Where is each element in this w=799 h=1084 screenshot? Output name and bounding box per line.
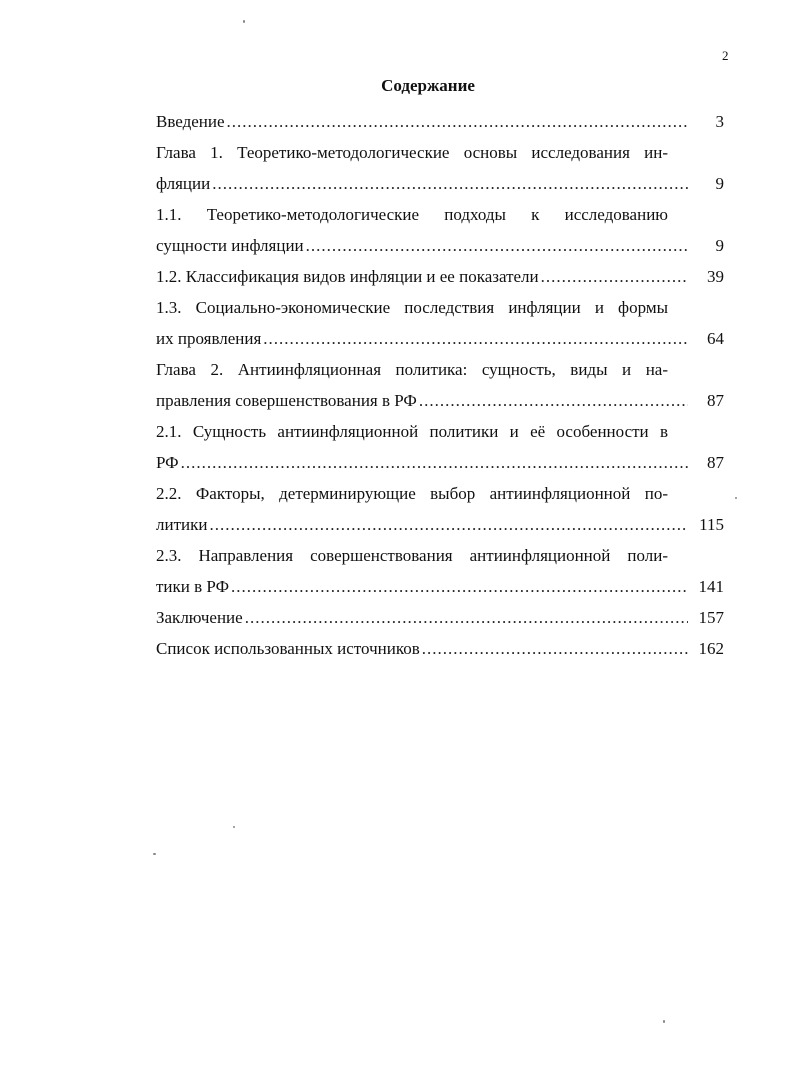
toc-page-number: 87 (707, 391, 724, 410)
toc-entry-chapter-2[interactable] (156, 354, 724, 416)
scan-speck (735, 497, 737, 499)
toc-entry-text: 2.3. Направления совершенствования антиинфляционной поли- (156, 546, 668, 565)
toc-entry-section-2-2[interactable] (156, 478, 724, 540)
dot-leader (419, 385, 688, 416)
table-of-contents (156, 106, 724, 664)
toc-entry-text: сущности инфляции (156, 236, 304, 255)
toc-page-number: 157 (698, 608, 724, 627)
dot-leader (306, 230, 688, 261)
toc-page-number: 115 (699, 515, 724, 534)
toc-entry-section-1-1[interactable] (156, 199, 724, 261)
toc-entry-text: 2.1. Сущность антиинфляционной политики и её особенности в (156, 422, 668, 441)
toc-entry-text: фляции (156, 174, 211, 193)
toc-entry-section-2-1[interactable] (156, 416, 724, 478)
toc-entry-section-2-3[interactable] (156, 540, 724, 602)
dot-leader (263, 323, 688, 354)
dot-leader (227, 106, 688, 137)
toc-entry-text: Глава 1. Теоретико-методологические основы исследования ин- (156, 143, 668, 162)
toc-entry-text: тики в РФ (156, 577, 230, 596)
dot-leader (541, 261, 688, 292)
page-number: 2 (722, 48, 729, 63)
toc-page-number: 9 (715, 174, 724, 193)
dot-leader (212, 168, 688, 199)
toc-page-number: 39 (707, 267, 724, 286)
toc-entry-chapter-1[interactable] (156, 137, 724, 199)
toc-entry-text: Заключение (156, 608, 243, 627)
toc-entry-section-1-2[interactable] (156, 261, 724, 292)
toc-entry-text: 1.3. Социально-экономические последствия инфляции и формы (156, 298, 668, 317)
toc-entry-section-1-3[interactable] (156, 292, 724, 354)
toc-entry-text: Список использованных источников (156, 639, 420, 658)
scan-speck (153, 853, 156, 855)
dot-leader (209, 509, 688, 540)
toc-entry-text: 1.1. Теоретико-методологические подходы к исследованию (156, 205, 668, 224)
toc-entry-text: их проявления (156, 329, 262, 348)
toc-page-number: 141 (698, 577, 724, 596)
scan-speck (233, 826, 235, 828)
toc-page-number: 64 (707, 329, 724, 348)
dot-leader (422, 633, 688, 664)
toc-entry-text: 1.2. Классификация видов инфляции и ее показатели (156, 267, 539, 286)
scan-speck (663, 1020, 665, 1023)
toc-entry-text: литики (156, 515, 208, 534)
scan-speck (243, 20, 245, 23)
toc-entry-text: РФ (156, 453, 179, 472)
toc-page-number: 3 (715, 112, 724, 131)
toc-entry-bibliography[interactable] (156, 633, 724, 664)
toc-page-number: 87 (707, 453, 724, 472)
dot-leader (245, 602, 688, 633)
toc-entry-text: Глава 2. Антиинфляционная политика: сущность, виды и на- (156, 360, 668, 379)
toc-entry-introduction[interactable] (156, 106, 724, 137)
dot-leader (181, 447, 688, 478)
toc-entry-conclusion[interactable] (156, 602, 724, 633)
toc-entry-text: 2.2. Факторы, детерминирующие выбор антиинфляционной по- (156, 484, 668, 503)
dot-leader (231, 571, 688, 602)
toc-title: Содержание (381, 76, 475, 95)
toc-entry-text: Введение (156, 112, 225, 131)
toc-page-number: 9 (715, 236, 724, 255)
toc-page-number: 162 (698, 639, 724, 658)
toc-entry-text: правления совершенствования в РФ (156, 391, 417, 410)
